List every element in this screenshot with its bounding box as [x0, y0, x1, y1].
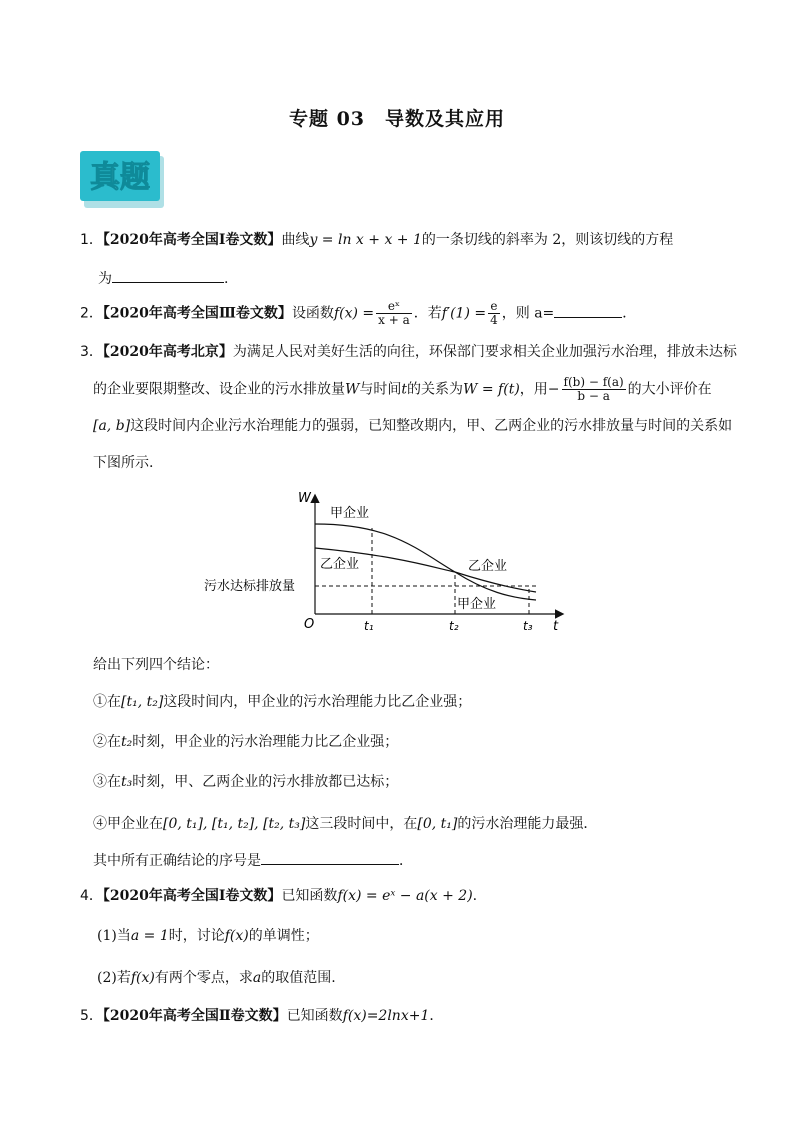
label-yi-left: 乙企业 [320, 557, 360, 572]
fraction: $\frac{f(b) - f(a)}{b - a}$ [563, 375, 624, 403]
origin-label: O [304, 617, 315, 632]
question-2: 2．【2020年高考全国Ⅲ卷文数】设函数f(x) = $\frac{\text{eˣ}}{x + a}$ ．若f′(1) = $\frac{e}{4}$ ，则 a= ． [80, 299, 637, 327]
fraction: $\frac{\text{eˣ}}{x + a}$ [378, 299, 410, 327]
question-source: 【2020年高考全国Ⅲ卷文数】 [102, 305, 292, 322]
question-3-ask: 其中所有正确结论的序号是 ． [93, 850, 413, 871]
question-1: 1．【2020年高考全国Ⅰ卷文数】曲线y = ln x + x + 1的一条切线的斜率为 2，则该切线的方程 [80, 232, 674, 248]
label-jia-bottom: 甲企业 [457, 597, 497, 612]
conclusion-4: ④甲企业在[0, t₁], [t₁, t₂], [t₂, t₃]这三段时间中，在[0, t₁]的污水治理能力最强． [93, 816, 598, 832]
formula: y = ln x + x + 1 [309, 232, 422, 248]
question-number: 1． [80, 232, 103, 248]
y-axis-label: W [298, 491, 311, 506]
conclusion-1: ①在[t₁, t₂]这段时间内，甲企业的污水治理能力比乙企业强； [93, 694, 472, 710]
question-4-part-1: (1)当a = 1时，讨论f(x)的单调性； [97, 928, 319, 944]
pollution-figure [200, 488, 570, 638]
question-4: 4．【2020年高考全国Ⅰ卷文数】已知函数f(x) = eˣ − a(x + 2). [80, 888, 478, 904]
zhenti-badge [80, 151, 166, 209]
badge-text: 真题 [90, 160, 150, 195]
tick-t3: t₃ [523, 619, 533, 633]
question-3-line-2: 的企业要限期整改、设企业的污水排放量W与时间t的关系为W = f(t)，用− $\frac{f(b) - f(a)}{b - a}$ 的大小评价在 [93, 375, 712, 403]
x-axis-label: t [553, 619, 559, 634]
answer-blank[interactable] [261, 850, 399, 865]
answer-blank[interactable] [554, 303, 622, 318]
tick-t2: t₂ [449, 619, 459, 633]
tick-t1: t₁ [364, 619, 374, 633]
question-4-part-2: (2)若f(x)有两个零点，求a的取值范围. [97, 970, 336, 986]
label-jia-top: 甲企业 [330, 506, 370, 521]
conclusion-intro: 给出下列四个结论： [93, 657, 219, 673]
question-source: 【2020年高考全国Ⅰ卷文数】 [102, 232, 282, 248]
question-source: 【2020年高考北京】 [102, 344, 233, 360]
question-3-line-3: [a, b]这段时间内企业污水治理能力的强弱，已知整改期内，甲、乙两企业的污水排放量与时间的关系如 [93, 418, 733, 434]
label-standard: 污水达标排放量 [204, 579, 296, 594]
question-1-cont: 为 . [98, 268, 228, 289]
question-3: 3．【2020年高考北京】为满足人民对美好生活的向往，环保部门要求相关企业加强污水治理，排放未达标 [80, 344, 737, 360]
question-source: 【2020年高考全国Ⅰ卷文数】 [102, 888, 282, 904]
question-source: 【2020年高考全国Ⅱ卷文数】 [102, 1008, 287, 1024]
page-title: 专题 03 导数及其应用 [288, 108, 506, 130]
conclusion-3: ③在t₃时刻，甲、乙两企业的污水排放都已达标； [93, 774, 399, 790]
conclusion-2: ②在t₂时刻，甲企业的污水治理能力比乙企业强； [93, 734, 399, 750]
label-yi-right: 乙企业 [468, 559, 508, 574]
question-3-line-4: 下图所示. [93, 455, 154, 471]
answer-blank[interactable] [112, 268, 224, 283]
fraction: $\frac{e}{4}$ [490, 299, 498, 327]
question-5: 5．【2020年高考全国Ⅱ卷文数】已知函数f(x)=2lnx+1． [80, 1008, 444, 1024]
